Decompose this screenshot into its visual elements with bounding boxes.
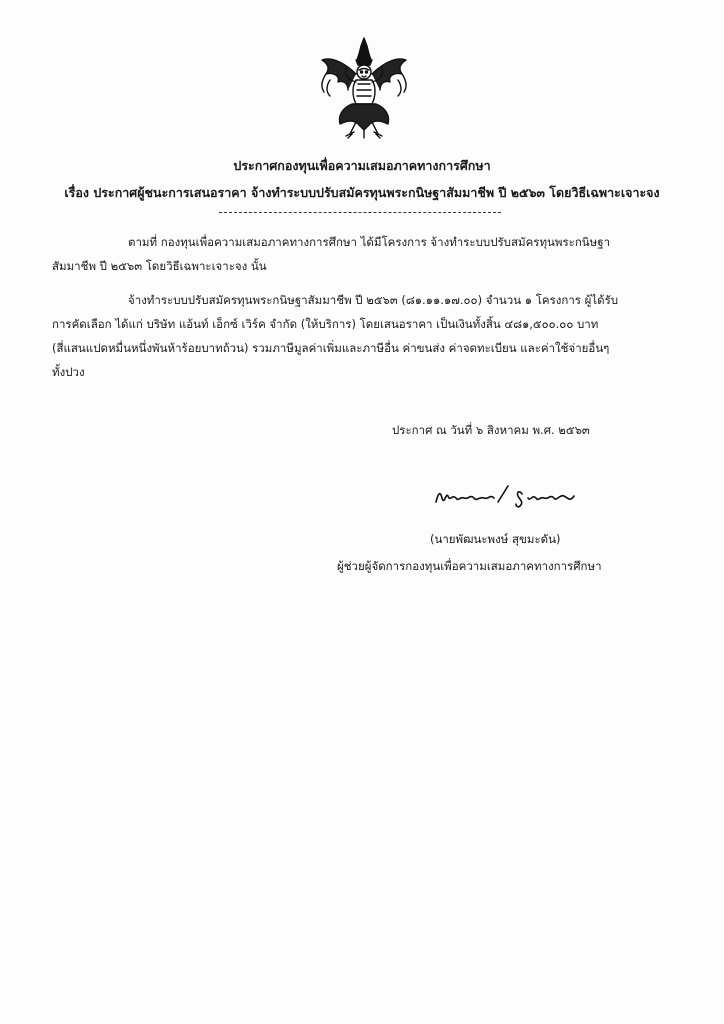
paragraph-1-line-1: ตามที่ กองทุนเพื่อความเสมอภาคทางการศึกษา ได้มีโครงการ จ้างทำระบบปรับสมัครทุนพระกนิษฐา — [128, 235, 611, 249]
paragraph-1-line-2: สัมมาชีพ ปี ๒๕๖๓ โดยวิธีเฉพาะเจาะจง นั้น — [52, 259, 267, 273]
signer-name: (นายพัฒนะพงษ์ สุขมะดัน) — [430, 532, 561, 546]
signer-title: ผู้ช่วยผู้จัดการกองทุนเพื่อความเสมอภาคทางการศึกษา — [337, 559, 602, 573]
garuda-emblem-icon — [312, 34, 416, 140]
divider — [219, 212, 501, 213]
document-heading: ประกาศกองทุนเพื่อความเสมอภาคทางการศึกษา — [233, 158, 491, 173]
handwritten-signature-icon — [432, 480, 600, 514]
paragraph-2-line-2: การคัดเลือก ได้แก่ บริษัท แอ้นท์ เอ็กซ์ เวิร์ค จำกัด (ให้บริการ) โดยเสนอราคา เป็นเงินทั้งสิ้น ๔๘๑,๕๐๐.๐๐ บาท — [52, 317, 599, 331]
paragraph-2-line-4: ทั้งปวง — [52, 365, 85, 379]
paragraph-2-line-1: จ้างทำระบบปรับสมัครทุนพระกนิษฐาสัมมาชีพ ปี ๒๕๖๓ (๘๑.๑๑.๑๗.๐๐) จำนวน ๑ โครงการ ผู้ได้รับ — [128, 293, 619, 307]
paragraph-2-line-3: (สี่แสนแปดหมื่นหนึ่งพันห้าร้อยบาทถ้วน) รวมภาษีมูลค่าเพิ่มและภาษีอื่น ค่าขนส่ง ค่าจดทะเบียน และค่าใช้จ่ายอื่นๆ — [52, 341, 610, 355]
document-subject: เรื่อง ประกาศผู้ชนะการเสนอราคา จ้างทำระบบปรับสมัครทุนพระกนิษฐาสัมมาชีพ ปี ๒๕๖๓ โดยวิธีเฉพาะเจาะจง — [64, 185, 660, 200]
announcement-date: ประกาศ ณ วันที่ ๖ สิงหาคม พ.ศ. ๒๕๖๓ — [392, 423, 590, 437]
